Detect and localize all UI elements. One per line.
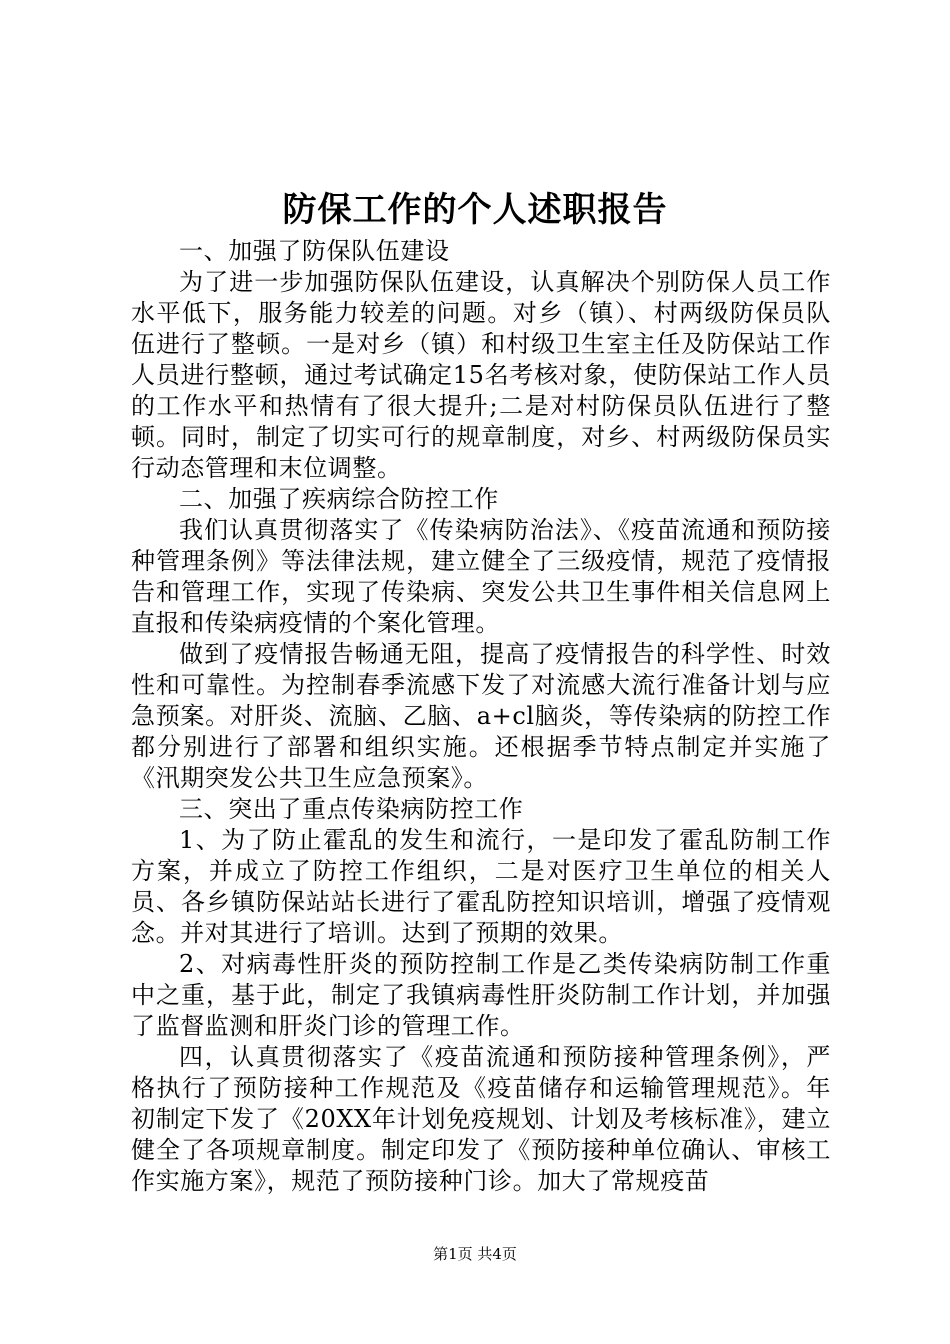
document-body [131, 236, 831, 1197]
paragraph: 2、对病毒性肝炎的预防控制工作是乙类传染病防制工作重中之重，基于此，制定了我镇病毒性肝炎防制工作计划，并加强了监督监测和肝炎门诊的管理工作。 [131, 950, 831, 1040]
paragraph: 我们认真贯彻落实了《传染病防治法》、《疫苗流通和预防接种管理条例》等法律法规，建立健全了三级疫情，规范了疫情报告和管理工作，实现了传染病、突发公共卫生事件相关信息网上直报和传染病疫情的个案化管理。 [131, 516, 831, 637]
section-heading-3: 三、突出了重点传染病防控工作 [179, 795, 524, 823]
paragraph: 四，认真贯彻落实了《疫苗流通和预防接种管理条例》，严格执行了预防接种工作规范及《疫苗储存和运输管理规范》。年初制定下发了《20XX年计划免疫规划、计划及考核标准》，建立健全了各项规章制度。制定印发了《预防接种单位确认、审核工作实施方案》，规范了预防接种门诊。加大了常规疫苗 [131, 1043, 831, 1195]
page-number-footer: 第1页 共4页 [433, 1245, 517, 1263]
section-heading-1: 一、加强了防保队伍建设 [179, 237, 450, 265]
paragraph: 做到了疫情报告畅通无阻，提高了疫情报告的科学性、时效性和可靠性。为控制春季流感下发了对流感大流行准备计划与应急预案。对肝炎、流脑、乙脑、a+cl脑炎，等传染病的防控工作都分别进行了部署和组织实施。还根据季节特点制定并实施了《汛期突发公共卫生应急预案》。 [131, 640, 831, 792]
paragraph: 为了进一步加强防保队伍建设，认真解决个别防保人员工作水平低下，服务能力较差的问题。对乡（镇）、村两级防保员队伍进行了整顿。一是对乡（镇）和村级卫生室主任及防保站工作人员进行整顿，通过考试确定15名考核对象，使防保站工作人员的工作水平和热情有了很大提升;二是对村防保员队伍进行了整顿。同时，制定了切实可行的规章制度，对乡、村两级防保员实行动态管理和末位调整。 [131, 268, 831, 482]
document-title: 防保工作的个人述职报告 [282, 190, 668, 230]
section-heading-2: 二、加强了疾病综合防控工作 [179, 485, 499, 513]
paragraph: 1、为了防止霍乱的发生和流行，一是印发了霍乱防制工作方案，并成立了防控工作组织，二是对医疗卫生单位的相关人员、各乡镇防保站站长进行了霍乱防控知识培训，增强了疫情观念。并对其进行了培训。达到了预期的效果。 [131, 826, 831, 947]
